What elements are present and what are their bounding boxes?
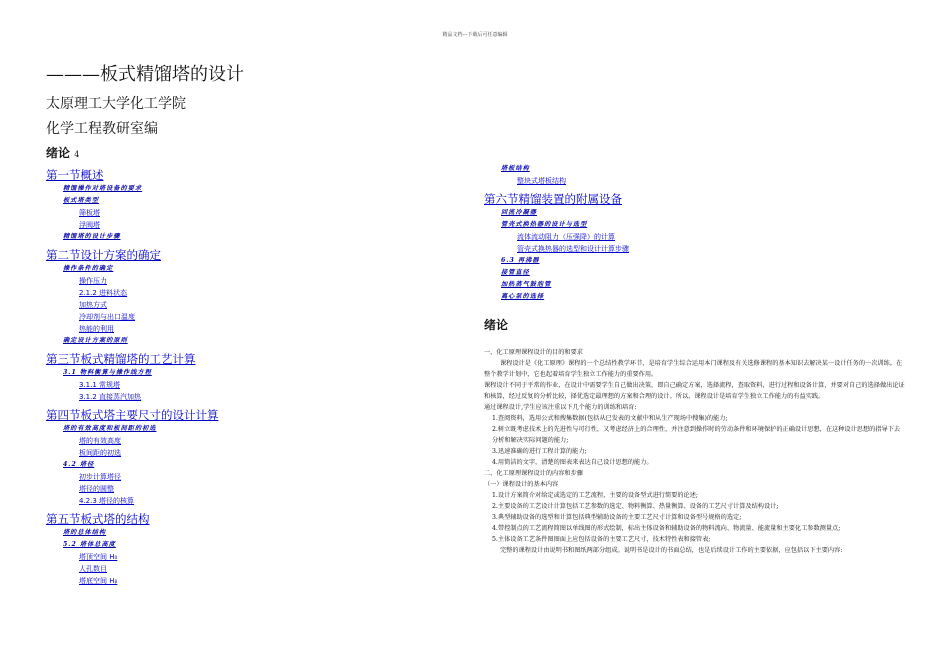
- toc-intro-page: 4: [74, 150, 80, 159]
- toc-subsection-link[interactable]: 精馏塔的设计步骤: [63, 233, 121, 240]
- toc-subsection-link[interactable]: 塔的有效高度: [79, 437, 121, 445]
- intro-body: [484, 316, 906, 556]
- toc-subsection-link[interactable]: 3.1.2 直接蒸汽加热: [79, 393, 142, 401]
- toc-subsection-link[interactable]: 5.2 塔体总高度: [63, 541, 116, 548]
- toc-subsection-link[interactable]: 回流冷凝器: [501, 209, 537, 216]
- body-paragraph: （一）课程设计的基本内容: [484, 481, 559, 488]
- toc-subsection-link[interactable]: 塔板结构: [501, 165, 530, 172]
- toc-subsection-link[interactable]: 浮阀塔: [79, 221, 100, 229]
- toc-section-link[interactable]: 第二节设计方案的确定: [46, 248, 161, 262]
- toc-subsection-link[interactable]: 筛板塔: [79, 209, 100, 217]
- toc-subsection-link[interactable]: 初步计算塔径: [79, 473, 121, 481]
- toc-intro-label: 绪论: [46, 146, 71, 160]
- toc-subsection-link[interactable]: 加热方式: [79, 301, 107, 309]
- toc-subsection-link[interactable]: 冷却剂与出口温度: [79, 313, 135, 321]
- toc-subsection-link[interactable]: 确定设计方案的原则: [63, 337, 128, 344]
- body-paragraph: 1.设计方案简介对给定或选定的工艺流程，主要的设备型式进行简要的论述;: [492, 492, 698, 499]
- toc-subsection-link[interactable]: 4.2.3 塔径的核算: [79, 497, 135, 505]
- table-of-contents-right: [484, 163, 904, 303]
- toc-subsection-link[interactable]: 板间距的初选: [79, 449, 121, 457]
- toc-section-link[interactable]: 第六节精馏装置的附属设备: [484, 192, 622, 206]
- toc-subsection-link[interactable]: 4.2 塔径: [63, 461, 95, 468]
- body-paragraph: 课程设计是《化工原理》课程的一个总结性教学环节，是培育学生综合运用本门课程及有关选修课程的基本知识去解决某一设计任务的一次训练。在整个教学计划中，它也起着培育学生独立工作能力的重要作用。: [484, 360, 903, 378]
- body-paragraph: 3.迅速准确的进行工程计算的能力;: [492, 448, 587, 455]
- body-paragraphs: [484, 347, 906, 556]
- toc-subsection-link[interactable]: 离心泵的选择: [501, 293, 545, 300]
- table-of-contents-left: [46, 167, 466, 587]
- body-paragraph: 一、化工原理课程设计的目的和要求: [484, 349, 583, 356]
- body-paragraph: 二、化工原理课程设计的内容和步骤: [484, 470, 583, 477]
- toc-subsection-link[interactable]: 塔径的圆整: [79, 485, 114, 493]
- toc-subsection-link[interactable]: 3.1.1 常规塔: [79, 381, 121, 389]
- toc-section-link[interactable]: 第四节板式塔主要尺寸的设计计算: [46, 408, 219, 422]
- toc-subsection-link[interactable]: 2.1.2 进料状态: [79, 289, 128, 297]
- body-paragraph: 2.树立既考虑技术上的先进性与可行性，又考虑经济上的合理性，并注意到操作时的劳动条件和环境保护的正确设计思想，在这种设计思想的指导下去分析和解决实际问题的能力;: [492, 426, 901, 444]
- toc-subsection-link[interactable]: 接管直径: [501, 269, 530, 276]
- toc-section-link[interactable]: 第五节板式塔的结构: [46, 512, 150, 526]
- toc-subsection-link[interactable]: 3.1 物料衡算与操作线方程: [63, 369, 152, 376]
- toc-section-link[interactable]: 第三节板式精馏塔的工艺计算: [46, 352, 196, 366]
- toc-subsection-link[interactable]: 精馏操作对塔设备的要求: [63, 185, 143, 192]
- toc-subsection-link[interactable]: 管壳式换热器的选型和设计计算步骤: [517, 245, 629, 253]
- school-name: 太原理工大学化工学院: [46, 96, 186, 112]
- toc-subsection-link[interactable]: 塔的总体结构: [63, 529, 107, 536]
- toc-subsection-link[interactable]: 塔底空间 Hᵦ: [79, 577, 118, 585]
- department-name: 化学工程教研室编: [46, 121, 158, 137]
- body-paragraph: 1.查阅资料，选用公式和搜集数据(包括从已发表的文献中和从生产现场中搜集)的能力;: [492, 415, 728, 422]
- body-paragraph: 4.用简洁的文字，清楚的图表来表达自己设计思想的能力。: [492, 459, 653, 466]
- toc-subsection-link[interactable]: 操作压力: [79, 277, 107, 285]
- body-paragraph: 2.主要设备的工艺设计计算包括工艺参数的选定、物料衡算、热量衡算、设备的工艺尺寸计算及结构设计;: [492, 503, 779, 510]
- toc-subsection-link[interactable]: 管壳式换热器的设计与选型: [501, 221, 588, 228]
- toc-subsection-link[interactable]: 操作条件的确定: [63, 265, 114, 272]
- body-paragraph: 4.带控制点的工艺流程简图以单线图的形式绘制，标出主体设备和辅助设备的物料流向、物流量、能流量和主要化工参数测量点;: [492, 525, 841, 532]
- toc-section-link[interactable]: 第一节概述: [46, 168, 104, 182]
- toc-subsection-link[interactable]: 人孔数目: [79, 565, 107, 573]
- toc-intro[interactable]: [46, 144, 79, 161]
- toc-subsection-link[interactable]: 加热蒸气鼓泡管: [501, 281, 552, 288]
- toc-subsection-link[interactable]: 塔的有效高度和板间距的初选: [63, 425, 157, 432]
- toc-subsection-link[interactable]: 塔顶空间 H₀: [79, 553, 118, 561]
- toc-subsection-link[interactable]: 整块式塔板结构: [517, 177, 566, 185]
- toc-subsection-link[interactable]: 热能的利用: [79, 325, 114, 333]
- body-paragraph: 通过课程设计,学生应该注重以下几个能力的训练和培育:: [484, 404, 637, 411]
- page-header: 精品文档---下载后可任意编辑: [442, 32, 508, 38]
- body-paragraph: 3.典型辅助设备的选型和计算包括典型辅助设备的主要工艺尺寸计算和设备型号规格的选定;: [492, 514, 742, 521]
- toc-subsection-link[interactable]: 6.3 再沸器: [501, 257, 540, 264]
- document-title: ———板式精馏塔的设计: [46, 64, 244, 85]
- toc-subsection-link[interactable]: 板式塔类型: [63, 197, 99, 204]
- toc-subsection-link[interactable]: 流体流动阻力（压强降）的计算: [517, 233, 615, 241]
- body-heading: 绪论: [484, 318, 509, 332]
- body-paragraph: 完整的课程设计由说明书和图纸两部分组成。说明书是设计的书面总结，也是后续设计工作的主要依据，应包括以下主要内容:: [500, 547, 843, 554]
- body-paragraph: 课程设计不同于平常的作业，在设计中需要学生自己做出决策，即自己确定方案，选择流程，查取资料，进行过程和设备计算，并要对自己的选择做出论证和核算，经过反复的分析比较，择优选定最理想的方案和合理的设计。所以，课程设计是培育学生独立工作能力的有益实践。: [484, 382, 905, 400]
- body-paragraph: 5.主体设备工艺条件图图面上应包括设备的主要工艺尺寸，技术特性表和接管表;: [492, 536, 711, 543]
